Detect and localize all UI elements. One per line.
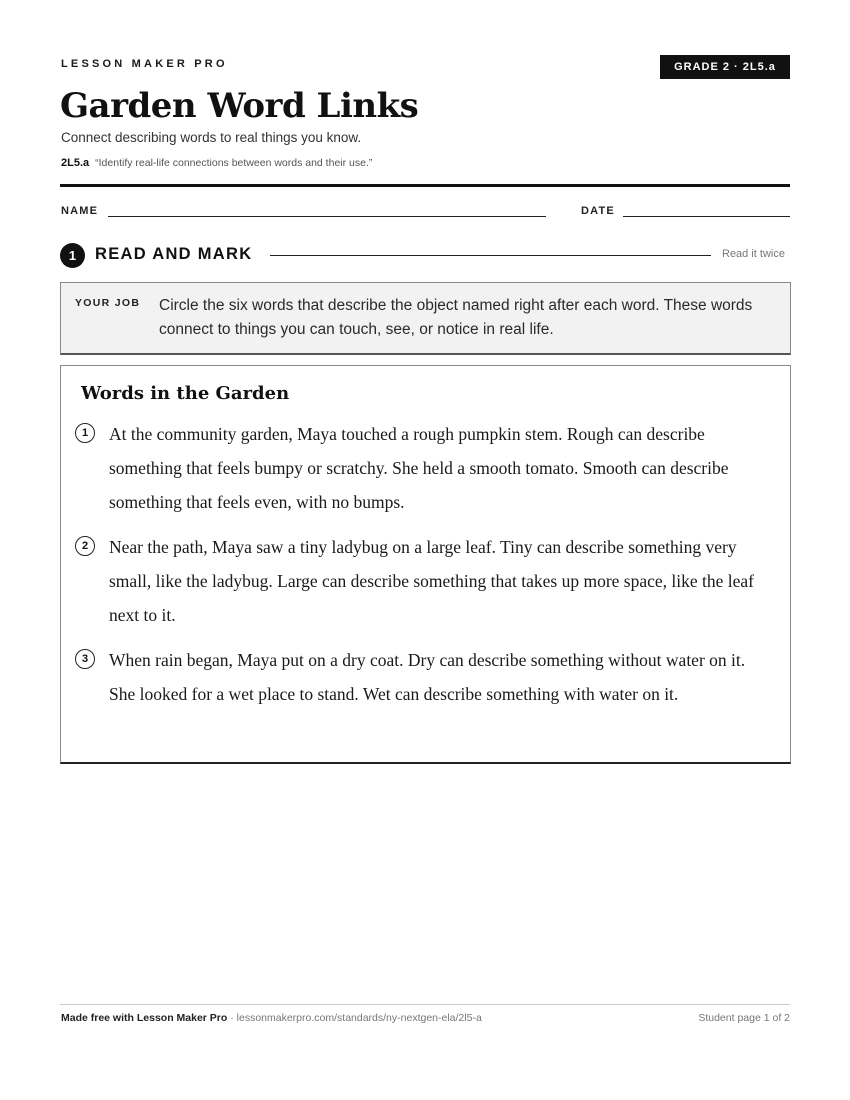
paragraph-text[interactable]: At the community garden, Maya touched a rough pumpkin stem. Rough can describe something that feels bumpy or scratchy. She held a smooth tomato. Smooth can describe something that feels even, with no bumps.	[109, 424, 729, 512]
section-number-badge: 1	[60, 243, 85, 268]
footer-divider	[60, 1004, 790, 1005]
instructions-text: Circle the six words that describe the object named right after each word. These words connect to things you can touch, see, or notice in real life.	[159, 297, 753, 338]
standard-text: “Identify real-life connections between words and their use.”	[95, 157, 373, 169]
instructions-label: YOUR JOB	[75, 297, 141, 309]
name-field[interactable]	[108, 216, 546, 217]
passage-title: Words in the Garden	[81, 383, 290, 404]
section-divider	[270, 255, 711, 256]
instructions-box	[60, 282, 791, 355]
standard-reference	[61, 157, 372, 169]
standard-code: 2L5.a	[61, 157, 90, 169]
paragraph-text[interactable]: When rain began, Maya put on a dry coat. Dry can describe something without water on it. She looked for a wet place to stand. Wet can describe something with water on it.	[109, 650, 746, 704]
footer-page-number: Student page 1 of 2	[698, 1012, 790, 1024]
paragraph-text[interactable]: Near the path, Maya saw a tiny ladybug on a large leaf. Tiny can describe something very small, like the ladybug. Large can describe something that takes up more space, like the leaf next to it.	[109, 537, 755, 625]
date-label: DATE	[581, 205, 615, 217]
paragraph-number-icon: 2	[75, 536, 95, 556]
page-subtitle: Connect describing words to real things you know.	[61, 130, 362, 145]
grade-badge: GRADE 2 · 2L5.a	[660, 55, 790, 79]
paragraph-number-icon: 3	[75, 649, 95, 669]
footer-made-with: Made free with Lesson Maker Pro	[61, 1012, 228, 1024]
footer-url[interactable]: lessonmakerpro.com/standards/ny-nextgen-ela/2l5-a	[236, 1012, 482, 1024]
date-field[interactable]	[623, 216, 790, 217]
section-title: READ AND MARK	[95, 245, 253, 263]
section-note: Read it twice	[722, 248, 785, 260]
paragraph-number-icon: 1	[75, 423, 95, 443]
header-divider	[60, 184, 790, 187]
page-title: Garden Word Links	[60, 86, 419, 126]
name-label: NAME	[61, 205, 99, 217]
footer-credit	[61, 1012, 482, 1024]
brand-name: LESSON MAKER PRO	[61, 58, 228, 70]
footer-separator: ·	[227, 1012, 237, 1024]
reading-passage	[60, 365, 791, 764]
